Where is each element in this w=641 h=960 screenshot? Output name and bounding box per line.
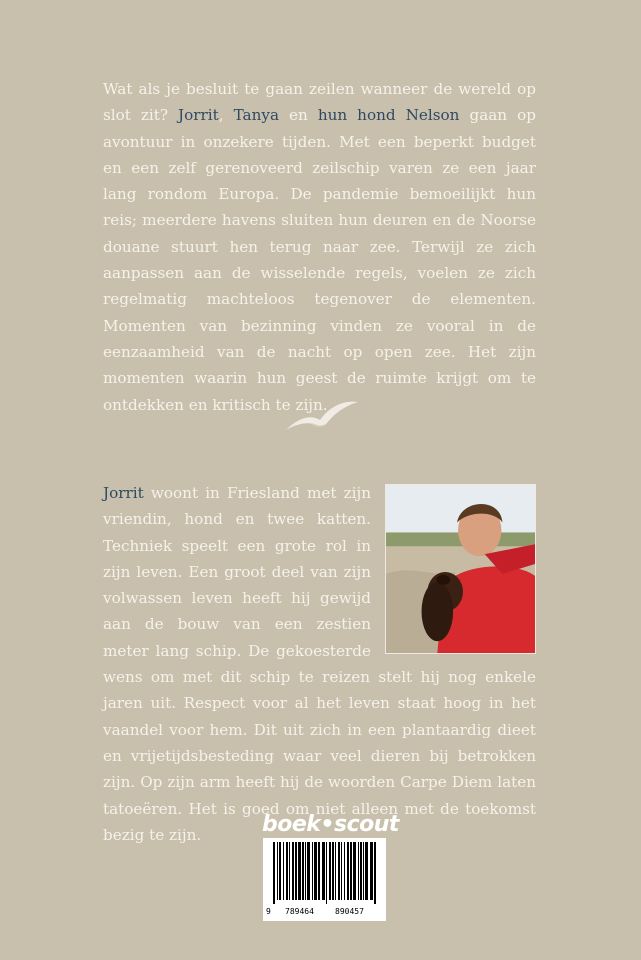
back-cover-blurb [103,76,536,418]
barcode-bar [312,842,313,900]
barcode-bar [295,842,297,900]
author-photo [385,484,536,654]
barcode-bar [314,842,317,900]
barcode-bar [292,842,294,900]
blurb-comma: , [218,106,234,125]
publisher-part2: scout [333,812,399,837]
barcode-bar [273,842,275,904]
blurb-text-intro: Wat als je besluit te gaan zeilen wanneer de wereld op slot zit? [103,80,536,125]
barcode-bar [302,842,304,900]
publisher-part1: boek [262,812,321,837]
barcode-bar [353,842,356,900]
seagull-icon [284,396,360,436]
barcode-bar [370,842,373,900]
barcode-bar [350,842,352,900]
highlight-name-tanya: Tanya [233,106,280,125]
isbn-number [263,905,386,919]
barcode-bar [279,842,281,900]
bio-text-body: woont in Friesland met zijn vriendin, hond en twee katten. Techniek speelt een grote rol in zijn leven. Een groot deel van zijn volwassen leven heeft hij gewijd aan de bouw van een zestien meter lang schip. De gekoesterde wens om met dit schip te reizen stelt hij nog enkele jaren uit. Respect voor al het leven staat hoog in het vaandel voor hem. Dit uit zich in een plantaardig dieet en vrijetijdsbesteding waar veel dieren bij betrokken zijn. Op zijn arm heeft hij de woorden Carpe Diem laten tatoeëren. Het is goed om niet alleen met de toekomst bezig te zijn. [103,484,536,844]
barcode-bar [329,842,331,900]
barcode-bar [283,842,284,900]
isbn-group-right: 890457 [335,907,364,916]
barcode-bar [318,842,320,900]
highlight-name-jorrit: Jorrit [178,106,219,125]
barcode-bar [365,842,368,900]
barcode-bar [277,842,278,900]
barcode-bar [322,842,325,900]
barcode-bar [332,842,334,900]
isbn-group-left: 789464 [285,907,314,916]
barcode-bar [335,842,336,900]
publisher-logo [262,812,399,838]
barcode-bar [305,842,306,900]
barcode-bar [347,842,349,900]
barcode-bar [289,842,290,900]
bio-author-name: Jorrit [103,484,144,502]
barcode-bar [298,842,301,900]
barcode-bar [307,842,310,900]
blurb-text-body: gaan op avontuur in onzekere tijden. Met een beperkt budget en een zelf gerenoveerd zeilschip varen ze een jaar lang rondom Europa. De pandemie bemoeilijkt hun reis; meerdere havens sluiten hun deuren en de Noorse douane stuurt hen terug naar zee. Terwijl ze zich aanpassen aan de wisselende regels, voelen ze zich regelmatig machteloos tegenover de elementen. Momenten van bezinning vinden ze vooral in de eenzaamheid van de nacht op open zee. Het zijn momenten waarin hun geest de ruimte krijgt om te ontdekken en kritisch te zijn. [103,106,536,414]
barcode-bar [326,842,327,904]
barcode-bar [344,842,345,900]
isbn-first-digit: 9 [266,907,271,916]
barcode-bar [360,842,362,900]
barcode-bars [263,838,386,906]
barcode-bar [286,842,288,900]
publisher-dot: • [320,812,334,837]
author-bio [103,480,536,848]
barcode-bar [374,842,376,904]
barcode-bar [341,842,342,900]
barcode-bar [363,842,364,900]
barcode-bar [338,842,340,900]
barcode-bar [358,842,359,900]
highlight-name-nelson: hun hond Nelson [317,106,460,125]
blurb-and: en [279,106,318,125]
